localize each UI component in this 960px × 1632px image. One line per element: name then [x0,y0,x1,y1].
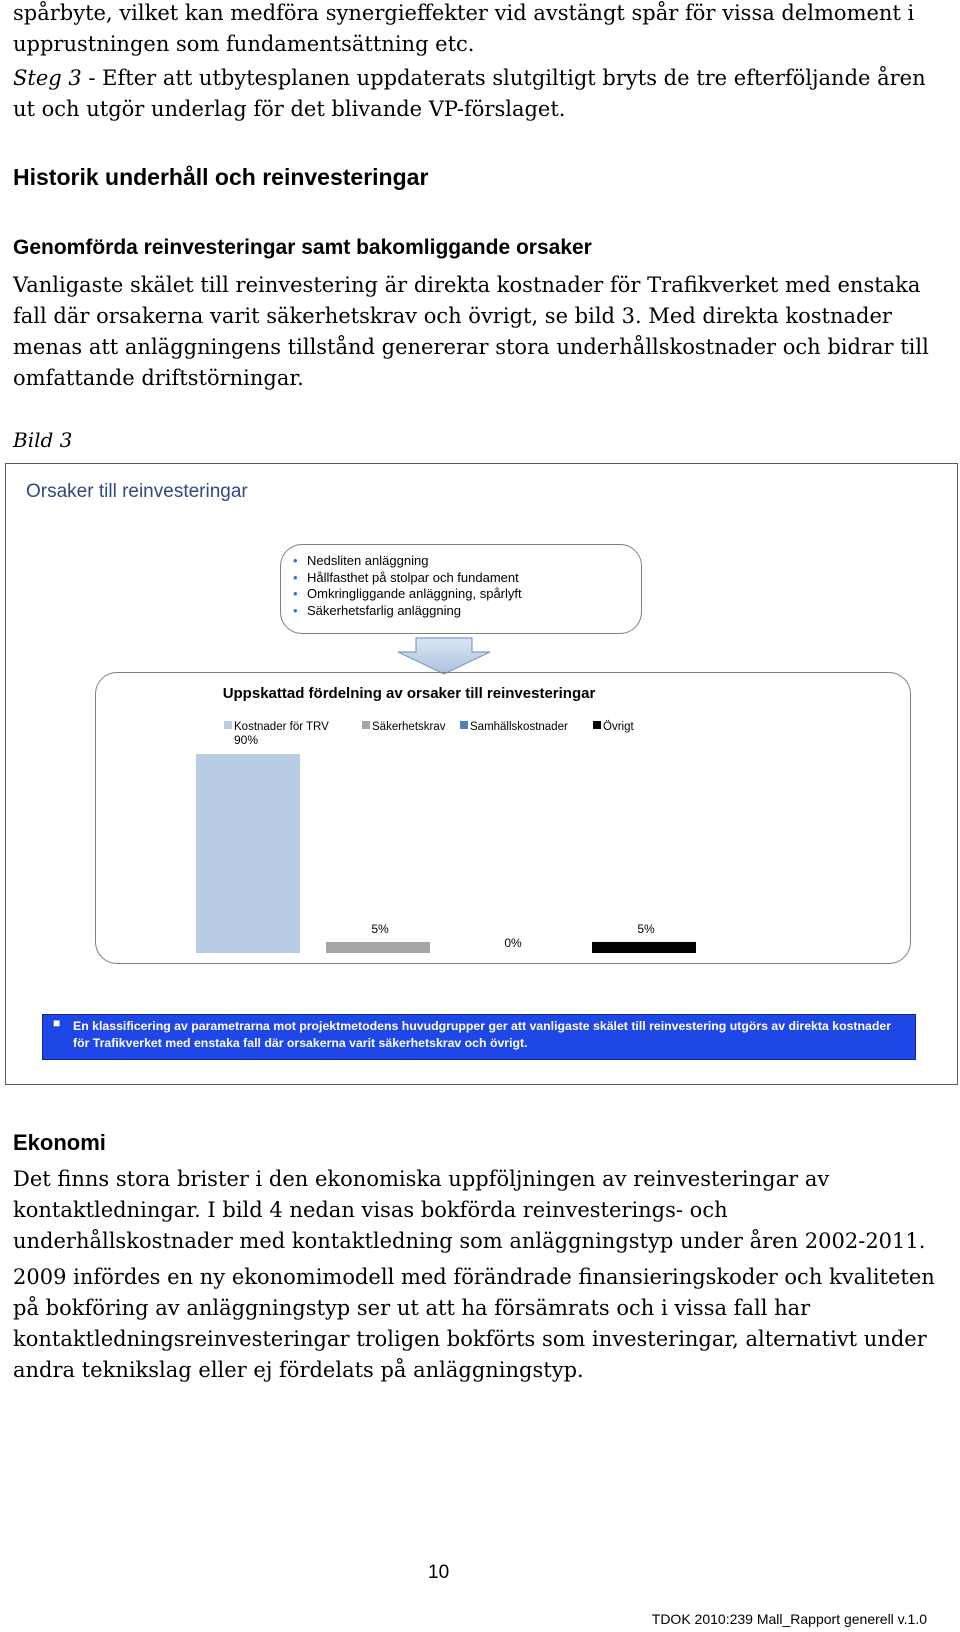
chart-value-label: 5% [637,921,655,936]
cause-item [293,603,631,620]
chart-value-label: 5% [371,921,389,936]
intro-paragraph [13,0,948,60]
legend-label: Kostnader för TRV [234,721,329,733]
cause-text: Hållfasthet på stolpar och fundament [307,569,519,585]
bullet-icon: • [293,553,298,568]
figure-title: Orsaker till reinvesteringar [26,481,248,502]
cause-item [293,586,631,603]
causes-list [293,553,631,619]
legend-swatch [460,721,468,729]
ekonomi-title: Ekonomi [13,1130,106,1155]
document-id: TDOK 2010:239 Mall_Rapport generell v.1.0 [651,1611,927,1627]
legend-label: Säkerhetskrav [372,721,446,733]
legend-swatch [593,721,601,729]
chart-bar [592,942,696,953]
cause-text: Säkerhetsfarlig anläggning [307,602,461,618]
bar-chart [96,673,912,965]
chart-bar [326,942,430,953]
bullet-icon: • [293,569,298,585]
intro-line: spårbyte, vilket kan medföra synergieffekter vid avstängt spår för vissa delmoment i [13,1,915,25]
chart-value-label: 90% [233,733,259,747]
step3-text: - Efter att utbytesplanen uppdaterats slutgiltigt bryts de tre efterföljande åren ut och utgör underlag för det blivande VP-förslaget. [13,66,926,121]
step3-paragraph [13,63,948,125]
ekonomi-paragraph-2: 2009 infördes en ny ekonomimodell med förändrade finansieringskoder och kvaliteten på bokföring av anläggningstyp ser ut att ha försämrats och i vissa fall har kontaktledningsreinvesteringar troligen bokförts som investeringar, alternativt under andra teknikslag eller ej fördelats på anläggningstyp. [13,1265,935,1382]
cause-item [293,570,631,587]
square-bullet-icon: ■ [53,1016,61,1030]
legend-swatch [362,721,370,729]
subsection-title: Genomförda reinvesteringar samt bakomliggande orsaker [13,236,592,259]
reinvest-paragraph: Vanligaste skälet till reinvestering är direkta kostnader för Trafikverket med enstaka fall där orsakerna varit säkerhetskrav och övrigt, se bild 3. Med direkta kostnader menas att anläggningens tillstånd genererar stora underhållskostnader och bidrar till omfattande driftstörningar. [13,273,929,390]
chart-bar [196,754,300,953]
footer-note-text: En klassificering av parametrarna mot projektmetodens huvudgrupper ger att vanligaste skälet till reinvestering utgörs av direkta kostnader för Trafikverket med enstaka fall där orsakerna varit säkerhetskrav och övrigt. [73,1019,891,1050]
bullet-icon: • [293,602,298,618]
legend-label: Samhällskostnader [470,721,568,733]
intro-line: upprustningen som fundamentsättning etc. [13,32,475,56]
chart-title: Uppskattad fördelning av orsaker till reinvesteringar [222,685,596,702]
cause-text: Omkringliggande anläggning, spårlyft [307,586,522,601]
chart-legend [224,721,634,733]
down-arrow-icon [394,636,494,676]
step3-label: Steg 3 [13,66,82,90]
cause-text: Nedsliten anläggning [307,553,429,568]
bullet-icon: • [293,586,298,601]
figure-footer-note [42,1014,916,1060]
chart-box [95,672,911,964]
legend-label: Övrigt [603,721,634,733]
section-title: Historik underhåll och reinvesteringar [13,164,429,190]
causes-box [280,544,642,634]
chart-bars [196,754,696,953]
legend-swatch [224,721,232,729]
cause-item [293,553,631,570]
figure-caption: Bild 3 [13,428,73,452]
chart-value-label: 0% [504,936,522,950]
figure-bild-3 [5,463,958,1085]
ekonomi-paragraph-1: Det finns stora brister i den ekonomiska uppföljningen av reinvesteringar av kontaktledningar. I bild 4 nedan visas bokförda reinvesterings- och underhållskostnader med kontaktledning som anläggningstyp under åren 2002-2011. [13,1167,926,1253]
page-number: 10 [428,1562,450,1583]
